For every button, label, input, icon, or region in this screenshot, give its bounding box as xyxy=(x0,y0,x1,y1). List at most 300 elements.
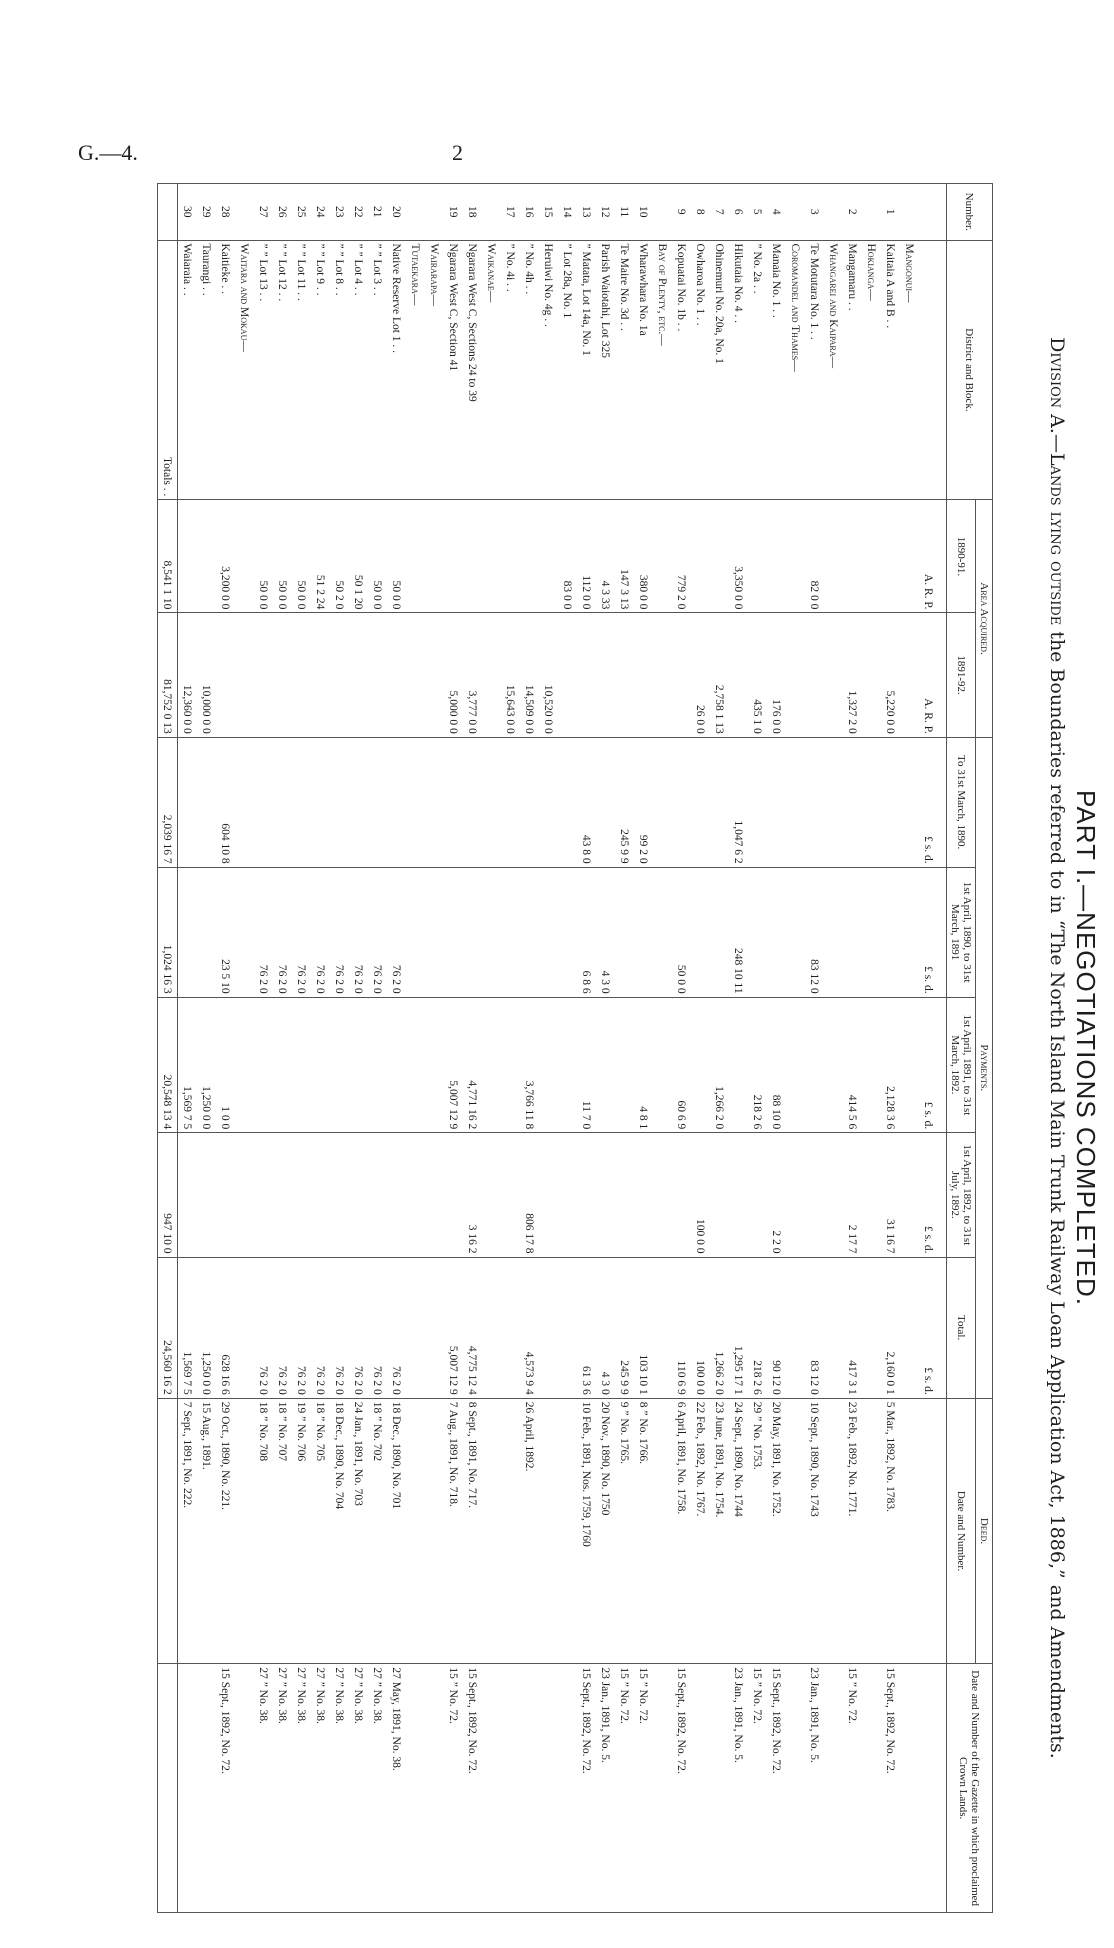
district-block: ” Lot 28a, No. 1 xyxy=(558,240,577,500)
row-total: 1,250 0 0 xyxy=(197,1257,216,1398)
area-1891 xyxy=(577,613,596,737)
totals-total: 24,560 16 2 xyxy=(158,1257,178,1398)
row-number xyxy=(653,184,672,241)
pay-1892 xyxy=(653,1133,672,1257)
row-total xyxy=(558,1257,577,1398)
gazette-ref xyxy=(786,1664,805,1913)
district-block: Heruiwi No. 4g . . xyxy=(539,240,558,500)
area-1890: 51 2 24 xyxy=(311,500,330,613)
area-1891: 12,360 0 0 xyxy=(178,613,198,737)
gazette-ref: 15 ” No. 72. xyxy=(748,1664,767,1913)
row-total: 1,569 7 5 xyxy=(178,1257,198,1398)
pay-to-1890 xyxy=(425,737,444,867)
pay-1892 xyxy=(615,1133,634,1257)
district-block: Mangonui— xyxy=(900,240,919,500)
row-number: 13 xyxy=(577,184,596,241)
pay-to-1890: 43 8 0 xyxy=(577,737,596,867)
district-block: ” No. 4i . . xyxy=(501,240,520,500)
district-block: Native Reserve Lot 1 . . xyxy=(387,240,406,500)
gazette-ref: 27 ” No. 38. xyxy=(292,1664,311,1913)
district-block: ” ” Lot 12 . . xyxy=(273,240,292,500)
row-total: 76 2 0 xyxy=(387,1257,406,1398)
pay-1892 xyxy=(235,1133,254,1257)
area-1891 xyxy=(672,613,691,737)
gazette-ref: 15 Sept., 1892, No. 72. xyxy=(463,1664,482,1913)
deed-date-number: 15 Aug., 1891. xyxy=(197,1398,216,1664)
col-deed-date: Date and Number. xyxy=(947,1398,976,1664)
district-heading-row xyxy=(900,184,919,1913)
area-1890: 50 0 0 xyxy=(292,500,311,613)
pay-1890-91 xyxy=(558,867,577,997)
table-row xyxy=(729,184,748,1913)
pay-to-1890 xyxy=(843,737,862,867)
pay-1892: 2 2 0 xyxy=(767,1133,786,1257)
gazette-ref xyxy=(900,1664,919,1913)
deed-date-number xyxy=(900,1398,919,1664)
district-block: Hokianga— xyxy=(862,240,881,500)
row-total: 628 16 6 xyxy=(216,1257,235,1398)
area-1890 xyxy=(501,500,520,613)
pay-1892 xyxy=(577,1133,596,1257)
area-1890 xyxy=(767,500,786,613)
district-block: Mangamaru . . xyxy=(843,240,862,500)
pay-1890-91 xyxy=(482,867,501,997)
deed-date-number: 18 ” No. 708 xyxy=(254,1398,273,1664)
pay-to-1890 xyxy=(235,737,254,867)
pay-1890-91: 4 3 0 xyxy=(596,867,615,997)
row-total xyxy=(482,1257,501,1398)
row-number xyxy=(786,184,805,241)
col-pay-1891-92: 1st April, 1891, to 31st March, 1892. xyxy=(947,997,976,1133)
row-total: 76 2 0 xyxy=(349,1257,368,1398)
gazette-ref xyxy=(235,1664,254,1913)
pay-to-1890: 1,047 6 2 xyxy=(729,737,748,867)
pay-1891-92 xyxy=(368,997,387,1133)
units-row xyxy=(919,184,947,1913)
pay-to-1890 xyxy=(558,737,577,867)
district-block: Ohinemuri No. 20a, No. 1 xyxy=(710,240,729,500)
pay-to-1890 xyxy=(691,737,710,867)
deed-date-number: 6 April, 1891, No. 1758. xyxy=(672,1398,691,1664)
gazette-ref xyxy=(653,1664,672,1913)
pay-1892 xyxy=(254,1133,273,1257)
row-number: 12 xyxy=(596,184,615,241)
rotated-page-content xyxy=(161,183,1103,1913)
row-number: 10 xyxy=(634,184,653,241)
pay-to-1890: 245 9 9 xyxy=(615,737,634,867)
area-1890: 83 0 0 xyxy=(558,500,577,613)
pay-1892 xyxy=(178,1133,198,1257)
area-1890 xyxy=(539,500,558,613)
pay-1892 xyxy=(805,1133,824,1257)
pay-1892 xyxy=(482,1133,501,1257)
pay-1891-92 xyxy=(805,997,824,1133)
pay-1890-91: 76 2 0 xyxy=(349,867,368,997)
row-total: 245 9 9 xyxy=(615,1257,634,1398)
totals-row xyxy=(158,184,178,1913)
deed-date-number: 10 Sept., 1890, No. 1743 xyxy=(805,1398,824,1664)
row-number: 6 xyxy=(729,184,748,241)
pay-1892 xyxy=(900,1133,919,1257)
pay-1891-92 xyxy=(539,997,558,1133)
subtitle-text: the Boundaries referred to in “The North Island Main Trunk Railway Loan Application Act, 1886,” and Amendments. xyxy=(1046,631,1068,1759)
pay-to-1890 xyxy=(273,737,292,867)
part-title: PART I.—NEGOTIATIONS COMPLETED. xyxy=(1071,790,1101,1306)
district-block: Owharoa No. 1 . . xyxy=(691,240,710,500)
col-pay-1892: 1st April, 1892, to 31st July, 1892. xyxy=(947,1133,976,1257)
table-row xyxy=(520,184,539,1913)
table-row xyxy=(178,184,198,1913)
pay-1892 xyxy=(216,1133,235,1257)
area-1890: 50 0 0 xyxy=(387,500,406,613)
row-number: 4 xyxy=(767,184,786,241)
pay-1890-91 xyxy=(900,867,919,997)
pay-1890-91 xyxy=(235,867,254,997)
row-number xyxy=(406,184,425,241)
pay-1890-91 xyxy=(691,867,710,997)
deed-date-number: 18 Dec., 1890, No. 701 xyxy=(387,1398,406,1664)
pay-to-1890 xyxy=(311,737,330,867)
pay-1891-92 xyxy=(691,997,710,1133)
pay-to-1890 xyxy=(387,737,406,867)
row-total xyxy=(900,1257,919,1398)
pay-1892 xyxy=(634,1133,653,1257)
pay-to-1890 xyxy=(824,737,843,867)
deed-date-number: 19 ” No. 706 xyxy=(292,1398,311,1664)
deed-date-number: 18 ” No. 705 xyxy=(311,1398,330,1664)
pay-1890-91 xyxy=(197,867,216,997)
pay-to-1890 xyxy=(710,737,729,867)
district-block: ” ” Lot 11 . . xyxy=(292,240,311,500)
gazette-ref xyxy=(406,1664,425,1913)
area-1891: 2,758 1 13 xyxy=(710,613,729,737)
table-row xyxy=(368,184,387,1913)
pay-1892 xyxy=(862,1133,881,1257)
gazette-ref xyxy=(178,1664,198,1913)
gazette-ref xyxy=(520,1664,539,1913)
gazette-ref: 15 ” No. 72. xyxy=(444,1664,463,1913)
pay-1891-92: 4 8 1 xyxy=(634,997,653,1133)
pay-1891-92: 1,250 0 0 xyxy=(197,997,216,1133)
row-number: 14 xyxy=(558,184,577,241)
district-block: Coromandel and Thames— xyxy=(786,240,805,500)
pay-1891-92 xyxy=(729,997,748,1133)
table-body xyxy=(178,184,947,1913)
page-reference: G.—4. xyxy=(78,140,138,165)
pay-to-1890 xyxy=(501,737,520,867)
gazette-ref: 27 ” No. 38. xyxy=(368,1664,387,1913)
col-area-1890: 1890-91. xyxy=(947,500,976,613)
gazette-ref: 15 ” No. 72. xyxy=(843,1664,862,1913)
deed-date-number: 7 Sept., 1891, No. 222. xyxy=(178,1398,198,1664)
gazette-ref: 27 ” No. 38. xyxy=(273,1664,292,1913)
pay-1891-92 xyxy=(501,997,520,1133)
row-total xyxy=(235,1257,254,1398)
pay-1891-92 xyxy=(235,997,254,1133)
area-1891: 1,327 2 0 xyxy=(843,613,862,737)
header-row-1 xyxy=(976,184,993,1913)
district-block: Parish Waiotahi, Lot 325 xyxy=(596,240,615,500)
row-total: 1,266 2 0 xyxy=(710,1257,729,1398)
row-number: 25 xyxy=(292,184,311,241)
deed-date-number: 5 Mar., 1892, No. 1783. xyxy=(881,1398,900,1664)
area-1890 xyxy=(881,500,900,613)
district-block: Taurangi . . xyxy=(197,240,216,500)
pay-1892 xyxy=(672,1133,691,1257)
row-number: 30 xyxy=(178,184,198,241)
gazette-ref xyxy=(197,1664,216,1913)
row-number: 18 xyxy=(463,184,482,241)
deed-date-number: 18 ” No. 702 xyxy=(368,1398,387,1664)
district-heading-row xyxy=(482,184,501,1913)
deed-date-number xyxy=(482,1398,501,1664)
deed-date-number: 26 April, 1892. xyxy=(520,1398,539,1664)
pay-1891-92: 60 6 9 xyxy=(672,997,691,1133)
gazette-ref: 27 ” No. 38. xyxy=(330,1664,349,1913)
row-number: 17 xyxy=(501,184,520,241)
gazette-ref xyxy=(558,1664,577,1913)
pay-1892 xyxy=(501,1133,520,1257)
gazette-ref xyxy=(482,1664,501,1913)
pay-1890-91 xyxy=(444,867,463,997)
area-1891 xyxy=(216,613,235,737)
pay-1890-91 xyxy=(406,867,425,997)
row-total: 76 2 0 xyxy=(292,1257,311,1398)
deed-date-number: 18 ” No. 707 xyxy=(273,1398,292,1664)
district-block: ” ” Lot 13 . . xyxy=(254,240,273,500)
pay-to-1890: 99 2 0 xyxy=(634,737,653,867)
area-1891 xyxy=(273,613,292,737)
deed-date-number: 29 Oct., 1890, No. 221. xyxy=(216,1398,235,1664)
area-1891 xyxy=(235,613,254,737)
area-1890 xyxy=(691,500,710,613)
deed-date-number xyxy=(786,1398,805,1664)
area-1890: 50 0 0 xyxy=(254,500,273,613)
pay-1891-92 xyxy=(311,997,330,1133)
area-1890 xyxy=(710,500,729,613)
pay-to-1890 xyxy=(197,737,216,867)
pay-1890-91: 76 2 0 xyxy=(254,867,273,997)
area-1890 xyxy=(235,500,254,613)
pay-to-1890 xyxy=(900,737,919,867)
unit-label: £ s. d. xyxy=(919,997,947,1133)
pay-to-1890 xyxy=(368,737,387,867)
deed-date-number xyxy=(406,1398,425,1664)
pay-1890-91: 76 2 0 xyxy=(311,867,330,997)
pay-1891-92 xyxy=(482,997,501,1133)
row-number: 11 xyxy=(615,184,634,241)
gazette-ref xyxy=(862,1664,881,1913)
area-1890 xyxy=(482,500,501,613)
gazette-ref: 15 Sept., 1892, No. 72. xyxy=(767,1664,786,1913)
row-number: 3 xyxy=(805,184,824,241)
table-row xyxy=(273,184,292,1913)
pay-1890-91 xyxy=(786,867,805,997)
row-number: 24 xyxy=(311,184,330,241)
area-1890 xyxy=(786,500,805,613)
area-1891: 10,000 0 0 xyxy=(197,613,216,737)
pay-1891-92: 218 2 6 xyxy=(748,997,767,1133)
row-number xyxy=(862,184,881,241)
row-number: 23 xyxy=(330,184,349,241)
district-heading-row xyxy=(786,184,805,1913)
table-row xyxy=(615,184,634,1913)
deed-date-number xyxy=(235,1398,254,1664)
area-1890 xyxy=(653,500,672,613)
district-block: ” ” Lot 4 . . xyxy=(349,240,368,500)
table-row xyxy=(444,184,463,1913)
area-1891 xyxy=(368,613,387,737)
row-total xyxy=(653,1257,672,1398)
pay-1890-91: 76 2 0 xyxy=(368,867,387,997)
table-row xyxy=(292,184,311,1913)
col-area-group: Area Acquired. xyxy=(976,500,993,737)
deed-date-number xyxy=(862,1398,881,1664)
pay-1890-91 xyxy=(824,867,843,997)
row-total: 76 2 0 xyxy=(273,1257,292,1398)
deed-date-number: 9 ” No. 1765. xyxy=(615,1398,634,1664)
area-1891 xyxy=(653,613,672,737)
district-heading-row xyxy=(235,184,254,1913)
pay-to-1890 xyxy=(881,737,900,867)
negotiations-table xyxy=(157,183,993,1913)
district-block: Te Motutara No. 1 . . xyxy=(805,240,824,500)
pay-1890-91 xyxy=(862,867,881,997)
gazette-ref: 27 ” No. 38. xyxy=(254,1664,273,1913)
area-1891 xyxy=(900,613,919,737)
row-number: 1 xyxy=(881,184,900,241)
district-block: Manaia No. 1 . . xyxy=(767,240,786,500)
deed-date-number xyxy=(824,1398,843,1664)
row-total: 103 10 1 xyxy=(634,1257,653,1398)
row-number: 9 xyxy=(672,184,691,241)
district-block: Hikutaia No. 4 . . xyxy=(729,240,748,500)
deed-date-number xyxy=(653,1398,672,1664)
pay-1892 xyxy=(558,1133,577,1257)
row-number xyxy=(425,184,444,241)
table-row xyxy=(805,184,824,1913)
row-number: 28 xyxy=(216,184,235,241)
deed-date-number: 29 ” No. 1753. xyxy=(748,1398,767,1664)
district-heading-row xyxy=(425,184,444,1913)
row-total: 218 2 6 xyxy=(748,1257,767,1398)
area-1891: 5,220 0 0 xyxy=(881,613,900,737)
area-1891 xyxy=(254,613,273,737)
pay-1890-91 xyxy=(463,867,482,997)
pay-1890-91 xyxy=(748,867,767,997)
pay-1891-92 xyxy=(786,997,805,1133)
pay-1891-92: 88 10 0 xyxy=(767,997,786,1133)
table-row xyxy=(843,184,862,1913)
area-1890: 82 0 0 xyxy=(805,500,824,613)
row-total: 1,295 17 1 xyxy=(729,1257,748,1398)
totals-label: Totals . . xyxy=(158,240,178,500)
gazette-ref: 15 Sept., 1892, No. 72. xyxy=(577,1664,596,1913)
district-heading-row xyxy=(653,184,672,1913)
pay-to-1890 xyxy=(406,737,425,867)
district-block: Kaitieke . . xyxy=(216,240,235,500)
pay-1890-91: 76 2 0 xyxy=(387,867,406,997)
gazette-ref xyxy=(824,1664,843,1913)
deed-date-number: 8 Sept., 1891, No. 717. xyxy=(463,1398,482,1664)
deed-date-number: 22 Feb., 1892, No. 1767. xyxy=(691,1398,710,1664)
row-total xyxy=(824,1257,843,1398)
pay-to-1890 xyxy=(539,737,558,867)
district-block: Kopuatai No. 1b . . xyxy=(672,240,691,500)
table-row xyxy=(501,184,520,1913)
deed-date-number xyxy=(425,1398,444,1664)
area-1890: 147 3 13 xyxy=(615,500,634,613)
pay-to-1890 xyxy=(805,737,824,867)
area-1890: 3,350 0 0 xyxy=(729,500,748,613)
row-total: 4,775 12 4 xyxy=(463,1257,482,1398)
col-number: Number. xyxy=(947,184,993,241)
area-1891: 26 0 0 xyxy=(691,613,710,737)
totals-pay-4: 947 10 0 xyxy=(158,1133,178,1257)
row-number: 22 xyxy=(349,184,368,241)
table-row xyxy=(387,184,406,1913)
col-total: Total. xyxy=(947,1257,976,1398)
area-1890 xyxy=(463,500,482,613)
gazette-ref: 23 Jan., 1891, No. 5. xyxy=(729,1664,748,1913)
area-1891 xyxy=(330,613,349,737)
row-number xyxy=(235,184,254,241)
unit-label: A. R. P. xyxy=(919,613,947,737)
pay-to-1890 xyxy=(444,737,463,867)
area-1891 xyxy=(425,613,444,737)
pay-1891-92: 11 7 0 xyxy=(577,997,596,1133)
pay-1891-92 xyxy=(425,997,444,1133)
gazette-ref: 27 May, 1891, No. 38. xyxy=(387,1664,406,1913)
pay-1890-91: 76 2 0 xyxy=(330,867,349,997)
row-total: 90 12 0 xyxy=(767,1257,786,1398)
area-1891 xyxy=(292,613,311,737)
area-1890: 50 0 0 xyxy=(273,500,292,613)
row-number: 7 xyxy=(710,184,729,241)
page-number: 2 xyxy=(452,140,463,165)
pay-1892 xyxy=(292,1133,311,1257)
table-row xyxy=(596,184,615,1913)
col-district: District and Block. xyxy=(947,240,993,500)
deed-date-number xyxy=(539,1398,558,1664)
table-row xyxy=(349,184,368,1913)
totals-pay-2: 1,024 16 3 xyxy=(158,867,178,997)
gazette-ref xyxy=(710,1664,729,1913)
row-number: 8 xyxy=(691,184,710,241)
row-number: 27 xyxy=(254,184,273,241)
pay-1891-92 xyxy=(292,997,311,1133)
pay-1890-91 xyxy=(634,867,653,997)
pay-1891-92: 1,569 7 5 xyxy=(178,997,198,1133)
row-total: 76 2 0 xyxy=(254,1257,273,1398)
table-row xyxy=(748,184,767,1913)
pay-1890-91 xyxy=(501,867,520,997)
pay-1891-92: 1 0 0 xyxy=(216,997,235,1133)
table-row xyxy=(539,184,558,1913)
area-1891 xyxy=(729,613,748,737)
row-number: 20 xyxy=(387,184,406,241)
row-total xyxy=(501,1257,520,1398)
row-total: 417 3 1 xyxy=(843,1257,862,1398)
pay-to-1890 xyxy=(748,737,767,867)
pay-1891-92 xyxy=(900,997,919,1133)
unit-label: £ s. d. xyxy=(919,1133,947,1257)
pay-1892 xyxy=(197,1133,216,1257)
district-block: Whangarei and Kaipara— xyxy=(824,240,843,500)
totals-pay-1: 2,039 16 7 xyxy=(158,737,178,867)
gazette-ref: 15 Sept., 1892, No. 72. xyxy=(881,1664,900,1913)
gazette-ref xyxy=(539,1664,558,1913)
